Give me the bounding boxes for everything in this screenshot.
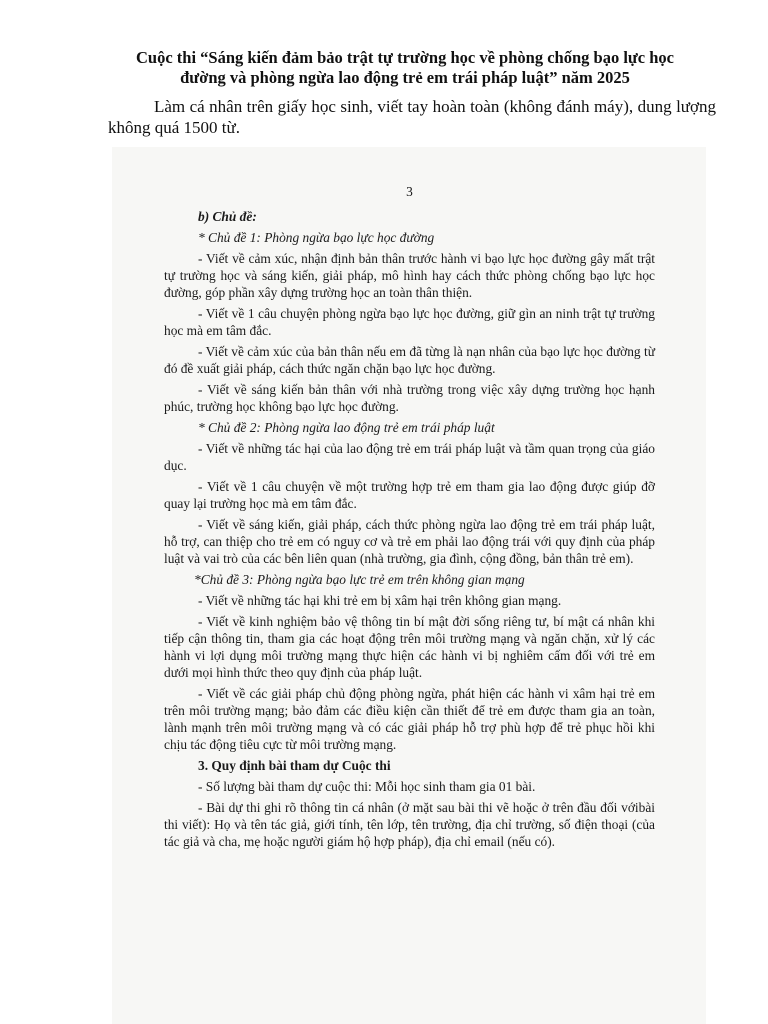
topic-item: - Viết về cảm xúc, nhận định bản thân trước hành vi bạo lực học đường gây mất trật tự trường học và sáng kiến, giải pháp, mô hình hay cách thức phòng chống bạo lực học đường, góp phần xây dựng trường học an toàn thân thiện.	[164, 251, 655, 300]
topic-item: - Viết về sáng kiến, giải pháp, cách thức phòng ngừa lao động trẻ em trái pháp luật, hỗ trợ, can thiệp cho trẻ em có nguy cơ và trẻ em phải lao động trái với quy định của pháp luật và vai trò của các bên liên quan (nhà trường, gia đình, cộng đồng, bản thân trẻ em).	[164, 517, 655, 566]
topic-item: - Viết về 1 câu chuyện phòng ngừa bạo lực học đường, giữ gìn an ninh trật tự trường học mà em tâm đắc.	[164, 306, 655, 338]
topic-heading: * Chủ đề 2: Phòng ngừa lao động trẻ em trái pháp luật	[198, 420, 495, 435]
topic-item: - Viết về sáng kiến bản thân với nhà trường trong việc xây dựng trường học hạnh phúc, trường học không bạo lực học đường.	[164, 382, 655, 414]
intro-paragraph: Làm cá nhân trên giấy học sinh, viết tay hoàn toàn (không đánh máy), dung lượng không quá 1500 từ.	[108, 97, 716, 137]
rule-item: - Số lượng bài tham dự cuộc thi: Mỗi học sinh tham gia 01 bài.	[198, 779, 536, 794]
topic-item: - Viết về những tác hại của lao động trẻ em trái pháp luật và tầm quan trọng của giáo dục.	[164, 441, 655, 473]
topic-item: - Viết về 1 câu chuyện về một trường hợp trẻ em tham gia lao động được giúp đỡ quay lại trường học mà em tâm đắc.	[164, 479, 655, 511]
topic-heading: *Chủ đề 3: Phòng ngừa bạo lực trẻ em trên không gian mạng	[194, 572, 525, 587]
topic-item: - Viết về các giải pháp chủ động phòng ngừa, phát hiện các hành vi xâm hại trẻ em trên môi trường mạng; bảo đảm các điều kiện cần thiết để trẻ em được tham gia an toàn, lành mạnh trên môi trường mạng và có các giải pháp hỗ trợ phù hợp để trẻ phục hồi khi chịu tác động tiêu cực từ môi trường mạng.	[164, 686, 655, 752]
scanned-page	[112, 147, 706, 1024]
scanned-page-content	[164, 147, 655, 854]
topic-item: - Viết về cảm xúc của bản thân nếu em đã từng là nạn nhân của bạo lực học đường từ đó đề xuất giải pháp, cách thức ngăn chặn bạo lực học đường.	[164, 344, 655, 376]
page-number: 3	[406, 184, 413, 199]
contest-title	[100, 48, 710, 88]
section-b-heading: b) Chủ đề:	[198, 209, 257, 224]
contest-title-line-2: đường và phòng ngừa lao động trẻ em trái pháp luật” năm 2025	[180, 68, 630, 87]
rule-item: - Bài dự thi ghi rõ thông tin cá nhân (ở mặt sau bài thi vẽ hoặc ở trên đầu đối vớibài thi viết): Họ và tên tác giả, giới tính, tên lớp, tên trường, địa chỉ trường, số điện thoại (của tác giả và cha, mẹ hoặc người giám hộ hợp pháp), địa chỉ email (nếu có).	[164, 800, 655, 849]
topic-heading: * Chủ đề 1: Phòng ngừa bạo lực học đường	[198, 230, 435, 245]
topic-item: - Viết về kinh nghiệm bảo vệ thông tin bí mật đời sống riêng tư, bí mật cá nhân khi tiếp cận thông tin, tham gia các hoạt động trên môi trường mạng và ngăn chặn, xử lý các hành vi lợi dụng môi trường mạng thực hiện các hành vi bị nghiêm cấm đối với trẻ em dưới mọi hình thức theo quy định của pháp luật.	[164, 614, 655, 680]
topic-item: - Viết về những tác hại khi trẻ em bị xâm hại trên không gian mạng.	[198, 593, 562, 608]
section-3-heading: 3. Quy định bài tham dự Cuộc thi	[198, 758, 391, 773]
contest-title-line-1: Cuộc thi “Sáng kiến đảm bảo trật tự trường học về phòng chống bạo lực học	[135, 48, 674, 67]
